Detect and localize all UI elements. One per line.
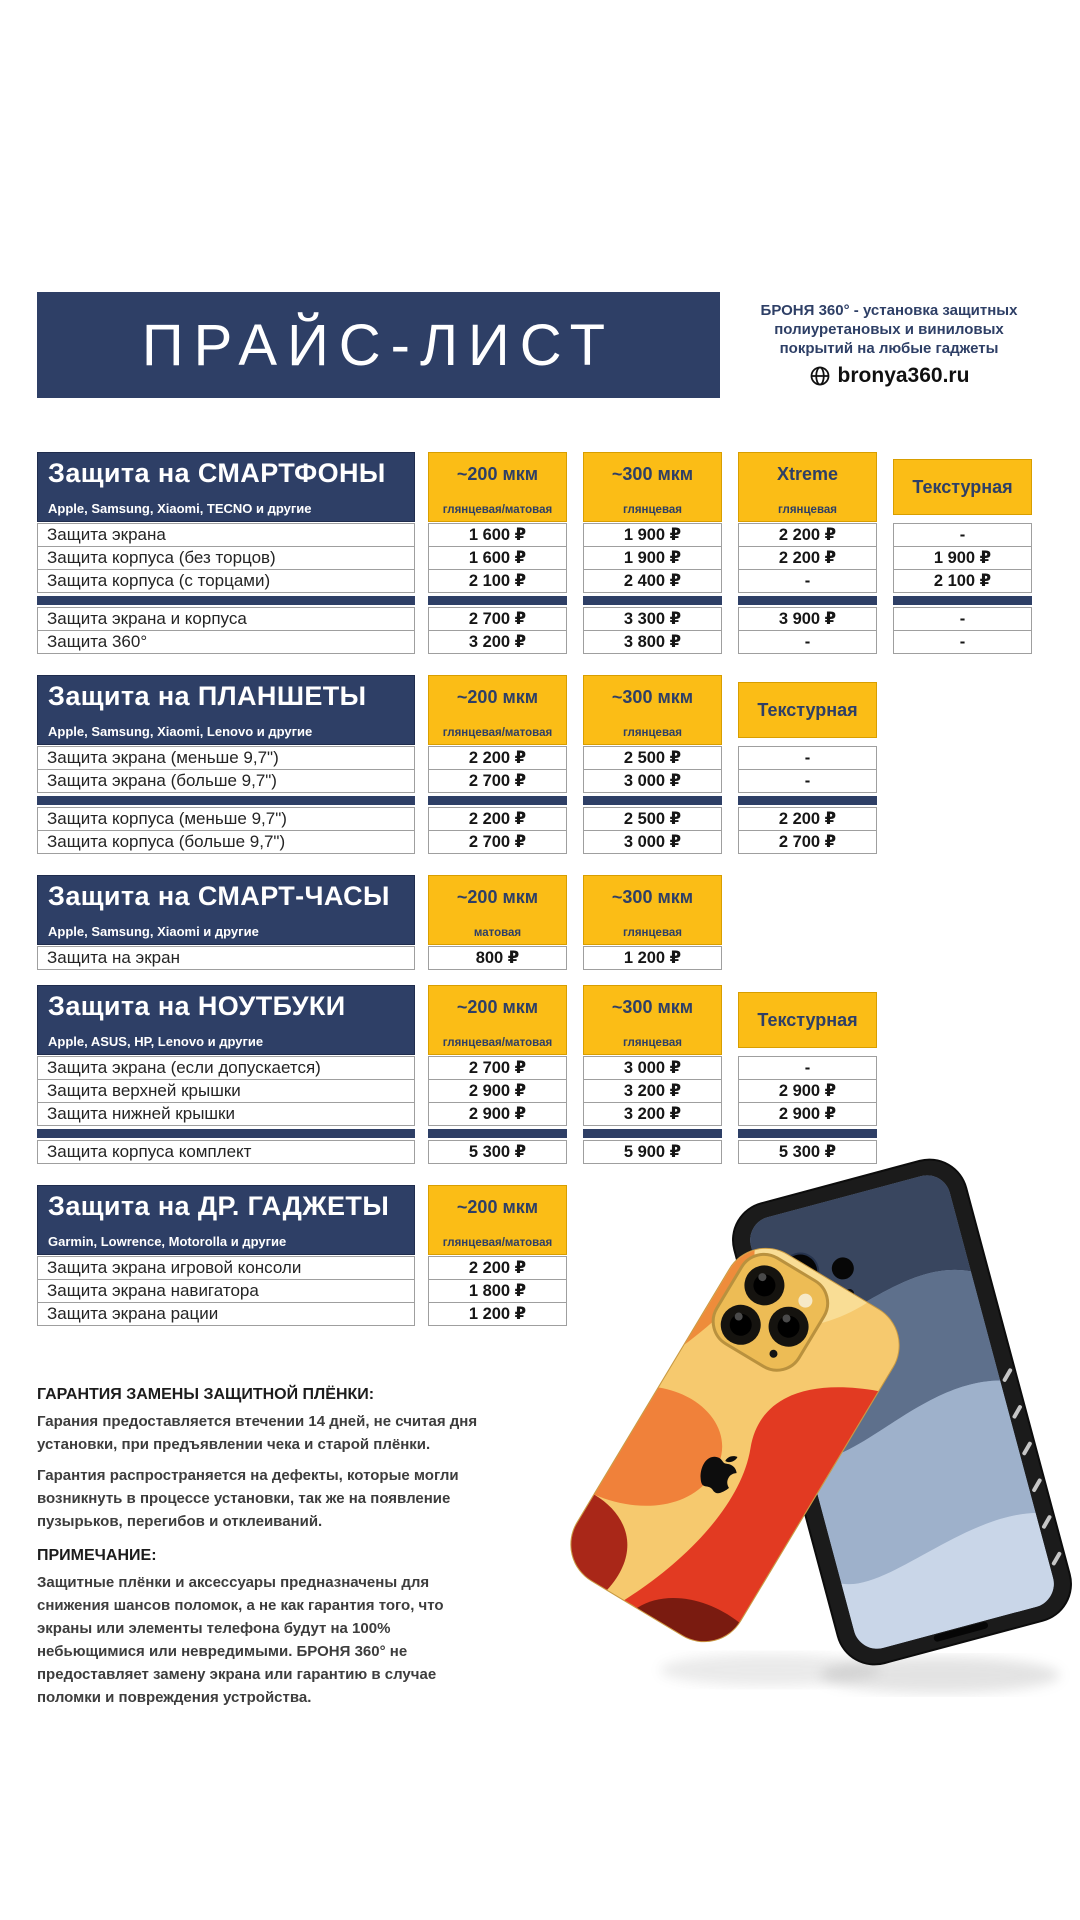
- table-row: [37, 607, 1032, 631]
- price-cell: 2 900 ₽: [428, 1102, 567, 1126]
- price-cell: 3 900 ₽: [738, 607, 877, 631]
- table-row: [37, 830, 1032, 854]
- price-table-tablets: [37, 675, 1032, 854]
- price-cell: -: [738, 746, 877, 770]
- column-title: Текстурная: [757, 1009, 858, 1030]
- column-title: Xtreme: [776, 464, 839, 484]
- column-title: ~300 мкм: [611, 997, 694, 1017]
- row-label: Защита 360°: [37, 630, 415, 654]
- price-cell: -: [893, 607, 1032, 631]
- price-cell: 5 300 ₽: [738, 1140, 877, 1164]
- warranty-paragraph-2: Гарантия распространяется на дефекты, которые могли возникнуть в процессе установки, так же на появление пузырьков, перегибов и отклеиваний.: [37, 1467, 459, 1530]
- table-title: Защита на ДР. ГАДЖЕТЫ: [48, 1191, 390, 1221]
- table-subtitle: Apple, Samsung, Xiaomi, Lenovo и другие: [48, 724, 313, 739]
- divider-bar: [37, 596, 415, 605]
- column-title: ~200 мкм: [456, 464, 539, 484]
- column-subtitle: глянцевая/матовая: [442, 504, 553, 516]
- column-title: ~200 мкм: [456, 1197, 539, 1217]
- site-link: [733, 364, 1045, 388]
- divider-bar: [583, 596, 722, 605]
- row-label: Защита экрана (если допускается): [37, 1056, 415, 1080]
- table-title-box: [37, 1185, 415, 1255]
- table-subtitle: Apple, Samsung, Xiaomi и другие: [48, 924, 259, 939]
- row-label: Защита экрана рации: [37, 1302, 415, 1326]
- row-label: Защита экрана: [37, 523, 415, 547]
- divider-bar: [738, 1129, 877, 1138]
- price-cell: 1 800 ₽: [428, 1279, 567, 1303]
- phones-illustration: [470, 1150, 1080, 1750]
- column-header: [583, 675, 722, 745]
- price-cell: 2 700 ₽: [428, 769, 567, 793]
- note-paragraph: Защитные плёнки и аксессуары предназначены для снижения шансов поломок, а не как гарантия того, что экраны или элементы телефона будут на 100% небьющимися или невредимыми. БРОНЯ 360° не предоставляет замену экрана или гарантию в случае поломки и повреждения устройства.: [37, 1574, 444, 1706]
- price-cell: 2 200 ₽: [738, 546, 877, 570]
- table-row: [37, 1079, 1032, 1103]
- price-cell: 2 700 ₽: [428, 1056, 567, 1080]
- price-table-smartwatches: [37, 875, 1032, 970]
- section-divider: [37, 793, 1032, 808]
- price-cell: 2 200 ₽: [738, 807, 877, 831]
- price-cell: 1 600 ₽: [428, 523, 567, 547]
- table-rows: [37, 1055, 1032, 1164]
- price-cell: 3 200 ₽: [428, 630, 567, 654]
- price-cell: 2 200 ₽: [428, 1256, 567, 1280]
- price-cell: 3 300 ₽: [583, 607, 722, 631]
- globe-icon: [809, 365, 831, 387]
- table-row: [37, 546, 1032, 570]
- column-subtitle: матовая: [473, 927, 522, 939]
- divider-bar: [37, 1129, 415, 1138]
- table-title: Защита на СМАРТ-ЧАСЫ: [48, 881, 390, 911]
- table-header: [37, 985, 1032, 1055]
- price-cell: 800 ₽: [428, 946, 567, 970]
- price-cell: 5 900 ₽: [583, 1140, 722, 1164]
- price-cell: 3 800 ₽: [583, 630, 722, 654]
- table-row: [37, 630, 1032, 654]
- price-cell: 3 200 ₽: [583, 1102, 722, 1126]
- divider-bar: [428, 1129, 567, 1138]
- divider-bar: [583, 1129, 722, 1138]
- price-cell: 2 400 ₽: [583, 569, 722, 593]
- column-header: [428, 985, 567, 1055]
- price-cell: 2 200 ₽: [428, 746, 567, 770]
- row-label: Защита экрана игровой консоли: [37, 1256, 415, 1280]
- row-label: Защита экрана (меньше 9,7"): [37, 746, 415, 770]
- table-title: Защита на НОУТБУКИ: [48, 991, 346, 1021]
- row-label: Защита корпуса (больше 9,7"): [37, 830, 415, 854]
- row-label: Защита корпуса (меньше 9,7"): [37, 807, 415, 831]
- price-cell: 2 100 ₽: [428, 569, 567, 593]
- price-cell: -: [893, 630, 1032, 654]
- divider-bar: [428, 596, 567, 605]
- price-cell: 3 000 ₽: [583, 830, 722, 854]
- page-title: ПРАЙС-ЛИСТ: [141, 312, 616, 378]
- table-row: [37, 746, 1032, 770]
- section-divider: [37, 593, 1032, 608]
- price-cell: -: [738, 769, 877, 793]
- divider-bar: [738, 796, 877, 805]
- column-header: [583, 452, 722, 522]
- table-title-box: [37, 985, 415, 1055]
- price-cell: 3 000 ₽: [583, 1056, 722, 1080]
- price-cell: 1 200 ₽: [428, 1302, 567, 1326]
- brand-tagline: [733, 301, 1045, 358]
- price-cell: 2 200 ₽: [738, 523, 877, 547]
- divider-bar: [738, 596, 877, 605]
- column-subtitle: глянцевая: [778, 504, 837, 516]
- price-table-laptops: [37, 985, 1032, 1164]
- table-row: [37, 1056, 1032, 1080]
- table-header: [37, 875, 1032, 945]
- price-cell: 2 100 ₽: [893, 569, 1032, 593]
- site-url: bronya360.ru: [837, 364, 970, 387]
- column-header: [428, 875, 567, 945]
- divider-bar: [583, 796, 722, 805]
- column-title: Текстурная: [912, 476, 1013, 497]
- column-subtitle: глянцевая/матовая: [442, 1037, 553, 1049]
- tagline-line-2: полиуретановых и виниловых: [774, 321, 1004, 338]
- column-header: [583, 875, 722, 945]
- price-cell: 2 900 ₽: [428, 1079, 567, 1103]
- price-cell: 1 900 ₽: [583, 523, 722, 547]
- table-subtitle: Garmin, Lowrence, Motorolla и другие: [48, 1234, 287, 1249]
- row-label: Защита корпуса комплект: [37, 1140, 415, 1164]
- column-subtitle: глянцевая: [623, 927, 682, 939]
- price-cell: 2 200 ₽: [428, 807, 567, 831]
- column-header: [738, 452, 877, 522]
- tagline-line-1: БРОНЯ 360° - установка защитных: [760, 302, 1018, 319]
- price-cell: 2 900 ₽: [738, 1102, 877, 1126]
- table-subtitle: Apple, Samsung, Xiaomi, TECNO и другие: [48, 501, 312, 516]
- section-divider: [37, 1126, 1032, 1141]
- table-title: Защита на ПЛАНШЕТЫ: [48, 681, 367, 711]
- price-table-smartphones: [37, 452, 1032, 654]
- row-label: Защита экрана и корпуса: [37, 607, 415, 631]
- price-cell: 2 700 ₽: [428, 830, 567, 854]
- samsung-shadow: [820, 1657, 1060, 1693]
- warranty-section: [37, 1386, 489, 1717]
- price-cell: 1 900 ₽: [893, 546, 1032, 570]
- warranty-paragraph-1: Гарания предоставляется втечении 14 дней, не считая дня установки, при предъявлении чека и старой плёнки.: [37, 1413, 478, 1453]
- column-subtitle: глянцевая: [623, 1037, 682, 1049]
- price-cell: 1 600 ₽: [428, 546, 567, 570]
- column-subtitle: глянцевая: [623, 504, 682, 516]
- price-cell: 3 000 ₽: [583, 769, 722, 793]
- column-header: [583, 985, 722, 1055]
- table-header: [37, 452, 1032, 522]
- price-cell: -: [738, 1056, 877, 1080]
- price-cell: 2 900 ₽: [738, 1079, 877, 1103]
- row-label: Защита экрана (больше 9,7"): [37, 769, 415, 793]
- row-label: Защита экрана навигатора: [37, 1279, 415, 1303]
- tagline-line-3: покрытий на любые гаджеты: [779, 340, 999, 357]
- price-cell: 1 200 ₽: [583, 946, 722, 970]
- divider-bar: [893, 596, 1032, 605]
- table-row: [37, 569, 1032, 593]
- column-header: [738, 682, 877, 738]
- column-title: ~200 мкм: [456, 887, 539, 907]
- price-cell: 3 200 ₽: [583, 1079, 722, 1103]
- divider-bar: [37, 796, 415, 805]
- table-title-box: [37, 452, 415, 522]
- note-title: ПРИМЕЧАНИЕ:: [37, 1547, 157, 1564]
- table-rows: [37, 945, 1032, 970]
- column-header: [428, 675, 567, 745]
- price-cell: 2 700 ₽: [428, 607, 567, 631]
- price-cell: 5 300 ₽: [428, 1140, 567, 1164]
- row-label: Защита корпуса (с торцами): [37, 569, 415, 593]
- table-subtitle: Apple, ASUS, HP, Lenovo и другие: [48, 1034, 264, 1049]
- column-header: [893, 459, 1032, 515]
- table-title: Защита на СМАРТФОНЫ: [48, 458, 386, 488]
- column-title: ~300 мкм: [611, 687, 694, 707]
- row-label: Защита на экран: [37, 946, 415, 970]
- price-cell: -: [893, 523, 1032, 547]
- column-title: ~200 мкм: [456, 997, 539, 1017]
- row-label: Защита верхней крышки: [37, 1079, 415, 1103]
- table-title-box: [37, 875, 415, 945]
- divider-bar: [428, 796, 567, 805]
- table-header: [37, 675, 1032, 745]
- column-subtitle: глянцевая/матовая: [442, 1237, 553, 1249]
- table-title-box: [37, 675, 415, 745]
- column-title: ~300 мкм: [611, 887, 694, 907]
- table-row: [37, 946, 1032, 970]
- price-cell: 2 500 ₽: [583, 807, 722, 831]
- column-subtitle: глянцевая/матовая: [442, 727, 553, 739]
- column-subtitle: глянцевая: [623, 727, 682, 739]
- page-title-banner: [37, 292, 720, 398]
- table-row: [37, 807, 1032, 831]
- row-label: Защита нижней крышки: [37, 1102, 415, 1126]
- price-cell: -: [738, 569, 877, 593]
- price-cell: 2 500 ₽: [583, 746, 722, 770]
- table-row: [37, 769, 1032, 793]
- warranty-title: ГАРАНТИЯ ЗАМЕНЫ ЗАЩИТНОЙ ПЛЁНКИ:: [37, 1386, 375, 1403]
- table-rows: [37, 522, 1032, 654]
- price-cell: 1 900 ₽: [583, 546, 722, 570]
- column-header: [738, 992, 877, 1048]
- column-title: Текстурная: [757, 699, 858, 720]
- column-title: ~200 мкм: [456, 687, 539, 707]
- column-header: [428, 452, 567, 522]
- column-title: ~300 мкм: [611, 464, 694, 484]
- table-row: [37, 1102, 1032, 1126]
- price-cell: 2 700 ₽: [738, 830, 877, 854]
- table-row: [37, 523, 1032, 547]
- price-cell: -: [738, 630, 877, 654]
- table-rows: [37, 745, 1032, 854]
- row-label: Защита корпуса (без торцов): [37, 546, 415, 570]
